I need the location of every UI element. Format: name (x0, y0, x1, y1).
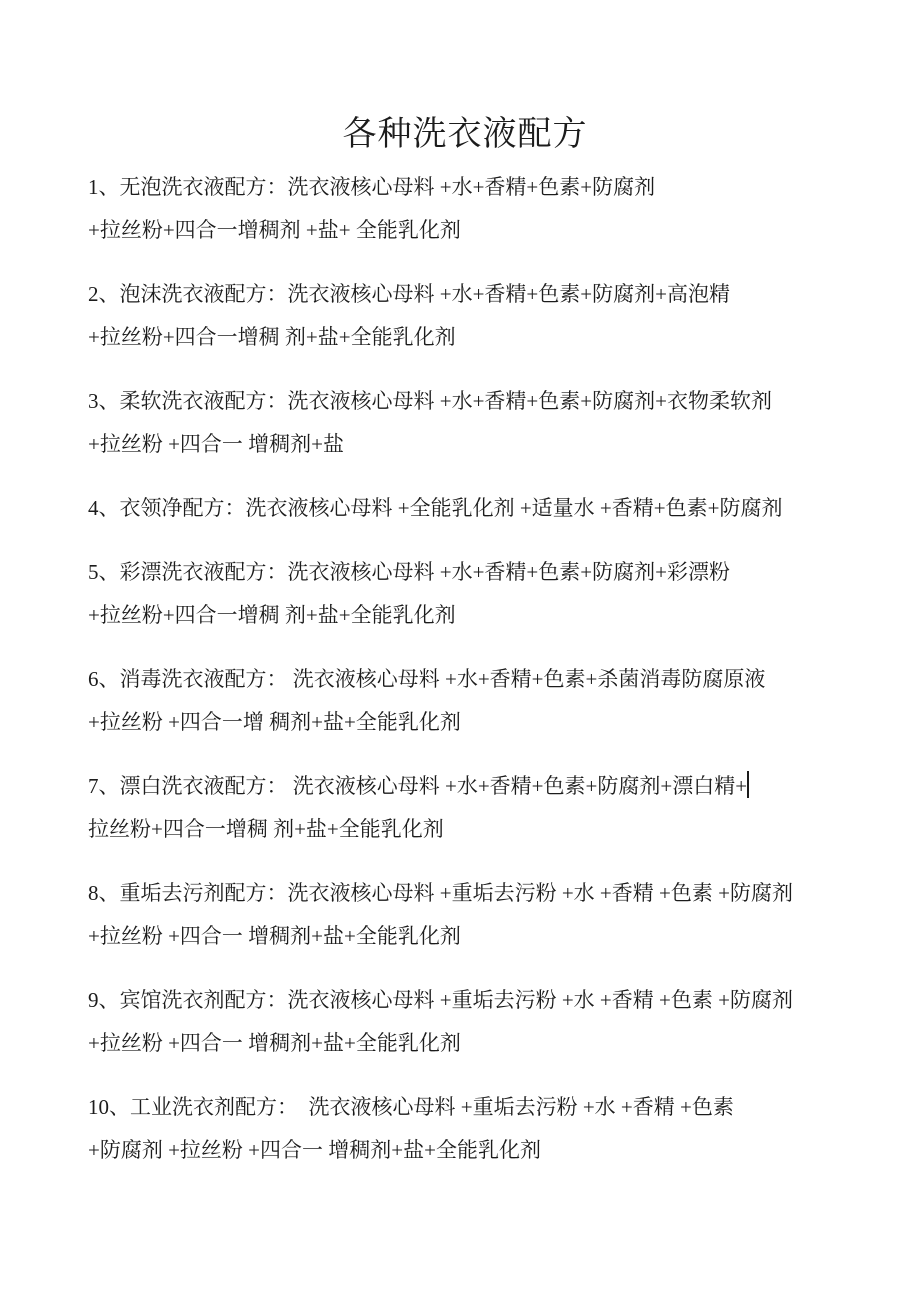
recipe-item-5 (88, 551, 842, 637)
recipe-line: 4、衣领净配方：洗衣液核心母料 +全能乳化剂 +适量水 +香精+色素+防腐剂 (88, 496, 783, 520)
recipe-line-text: 7、漂白洗衣液配方： 洗衣液核心母料 +水+香精+色素+防腐剂+漂白精+ (88, 774, 748, 798)
recipe-item-8 (88, 872, 842, 958)
recipe-line: 1、无泡洗衣液配方：洗衣液核心母料 +水+香精+色素+防腐剂 (88, 175, 656, 199)
document-title: 各种洗衣液配方 (342, 116, 588, 153)
recipe-item-1 (88, 166, 842, 252)
recipe-line: 10、工业洗衣剂配方： 洗衣液核心母料 +重垢去污粉 +水 +香精 +色素 (88, 1095, 734, 1119)
recipe-item-2 (88, 273, 842, 359)
recipe-line: 2、泡沫洗衣液配方：洗衣液核心母料 +水+香精+色素+防腐剂+高泡精 (88, 282, 730, 306)
recipe-line: 拉丝粉+四合一增稠 剂+盐+全能乳化剂 (88, 817, 444, 841)
recipe-line: +拉丝粉 +四合一 增稠剂+盐+全能乳化剂 (88, 1031, 461, 1055)
recipe-line: +拉丝粉+四合一增稠 剂+盐+全能乳化剂 (88, 325, 456, 349)
text-cursor (747, 771, 749, 798)
recipe-item-10 (88, 1086, 842, 1172)
recipe-item-6 (88, 658, 842, 744)
recipe-line (88, 765, 842, 808)
recipe-item-9 (88, 979, 842, 1065)
recipe-item-7 (88, 765, 842, 851)
recipe-item-4 (88, 487, 842, 530)
recipe-line: +防腐剂 +拉丝粉 +四合一 增稠剂+盐+全能乳化剂 (88, 1138, 541, 1162)
recipe-line: +拉丝粉+四合一增稠剂 +盐+ 全能乳化剂 (88, 218, 461, 242)
recipe-line: +拉丝粉 +四合一 增稠剂+盐+全能乳化剂 (88, 924, 461, 948)
recipe-line: 3、柔软洗衣液配方：洗衣液核心母料 +水+香精+色素+防腐剂+衣物柔软剂 (88, 389, 772, 413)
recipe-line: +拉丝粉 +四合一 增稠剂+盐 (88, 432, 345, 456)
recipe-line: 5、彩漂洗衣液配方：洗衣液核心母料 +水+香精+色素+防腐剂+彩漂粉 (88, 560, 730, 584)
recipe-line: 8、重垢去污剂配方：洗衣液核心母料 +重垢去污粉 +水 +香精 +色素 +防腐剂 (88, 881, 793, 905)
recipe-line: +拉丝粉+四合一增稠 剂+盐+全能乳化剂 (88, 603, 456, 627)
recipe-line: 9、宾馆洗衣剂配方：洗衣液核心母料 +重垢去污粉 +水 +香精 +色素 +防腐剂 (88, 988, 793, 1012)
recipe-line: 6、消毒洗衣液配方： 洗衣液核心母料 +水+香精+色素+杀菌消毒防腐原液 (88, 667, 766, 691)
recipe-line: +拉丝粉 +四合一增 稠剂+盐+全能乳化剂 (88, 710, 461, 734)
recipe-item-3 (88, 380, 842, 466)
